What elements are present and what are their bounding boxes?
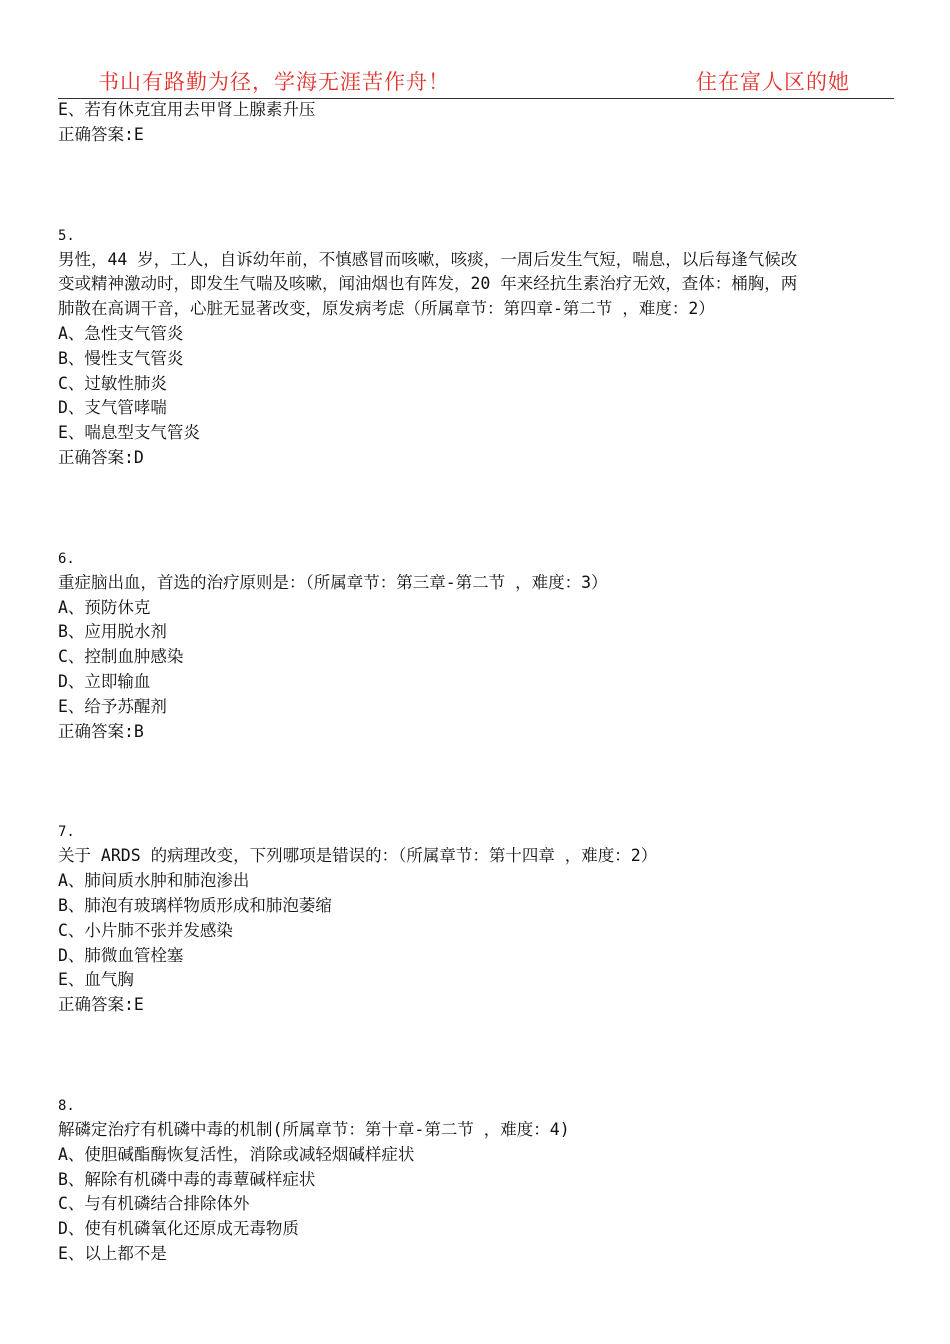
page-content — [58, 98, 898, 1267]
option-a: A、使胆碱酯酶恢复活性，消除或减轻烟碱样症状 — [58, 1144, 415, 1164]
question-7 — [58, 820, 898, 1018]
question-5 — [58, 224, 898, 471]
option-e: E、喘息型支气管炎 — [58, 423, 200, 443]
option-b: B、肺泡有玻璃样物质形成和肺泡萎缩 — [58, 895, 332, 915]
option-b: B、慢性支气管炎 — [58, 348, 184, 368]
option-d: D、使有机磷氧化还原成无毒物质 — [58, 1219, 299, 1239]
question-stem-line: 解磷定治疗有机磷中毒的机制(所属章节：第十章-第二节 ，难度：4) — [58, 1119, 570, 1139]
option-a: A、急性支气管炎 — [58, 323, 184, 343]
option-b: B、解除有机磷中毒的毒蕈碱样症状 — [58, 1169, 316, 1189]
option-e: E、以上都不是 — [58, 1243, 167, 1263]
option-c: C、过敏性肺炎 — [58, 373, 167, 393]
option-e: E、给予苏醒剂 — [58, 696, 167, 716]
question-stem-line: 男性，44 岁，工人，自诉幼年前，不慎感冒而咳嗽，咳痰，一周后发生气短，喘息，以后每逢气候改 — [58, 249, 798, 269]
header-author: 住在富人区的她 — [696, 70, 850, 94]
option-c: C、小片肺不张并发感染 — [58, 920, 233, 940]
option-e: E、若有休克宜用去甲肾上腺素升压 — [58, 100, 316, 119]
option-a: A、预防休克 — [58, 597, 151, 617]
question-number: 6. — [58, 550, 75, 567]
option-d: D、肺微血管栓塞 — [58, 945, 184, 965]
question-number: 7. — [58, 824, 75, 841]
page-header — [58, 62, 894, 99]
option-a: A、肺间质水肿和肺泡渗出 — [58, 871, 250, 891]
correct-answer: 正确答案:E — [58, 124, 144, 144]
option-d: D、支气管哮喘 — [58, 398, 167, 418]
question-number: 5. — [58, 227, 75, 244]
question-stem-line: 关于 ARDS 的病理改变，下列哪项是错误的：（所属章节：第十四章 ，难度：2） — [58, 846, 658, 866]
question-6 — [58, 547, 898, 745]
option-b: B、应用脱水剂 — [58, 622, 167, 642]
option-c: C、与有机磷结合排除体外 — [58, 1194, 250, 1214]
question-stem-line: 肺散在高调干音，心脏无显著改变，原发病考虑（所属章节：第四章-第二节 ，难度：2） — [58, 299, 715, 319]
correct-answer: 正确答案:B — [58, 721, 144, 741]
header-motto: 书山有路勤为径，学海无涯苦作舟！ — [98, 70, 450, 94]
option-c: C、控制血肿感染 — [58, 647, 184, 667]
question-number: 8. — [58, 1097, 75, 1114]
question-8 — [58, 1094, 898, 1267]
correct-answer: 正确答案:E — [58, 995, 144, 1015]
question-stem-line: 重症脑出血，首选的治疗原则是：（所属章节：第三章-第二节 ，难度：3） — [58, 572, 608, 592]
question-stem-line: 变或精神激动时，即发生气喘及咳嗽，闻油烟也有阵发，20 年来经抗生素治疗无效，查体：桶胸，两 — [58, 274, 798, 294]
correct-answer: 正确答案:D — [58, 447, 144, 467]
option-d: D、立即输血 — [58, 671, 151, 691]
option-e: E、血气胸 — [58, 970, 134, 990]
